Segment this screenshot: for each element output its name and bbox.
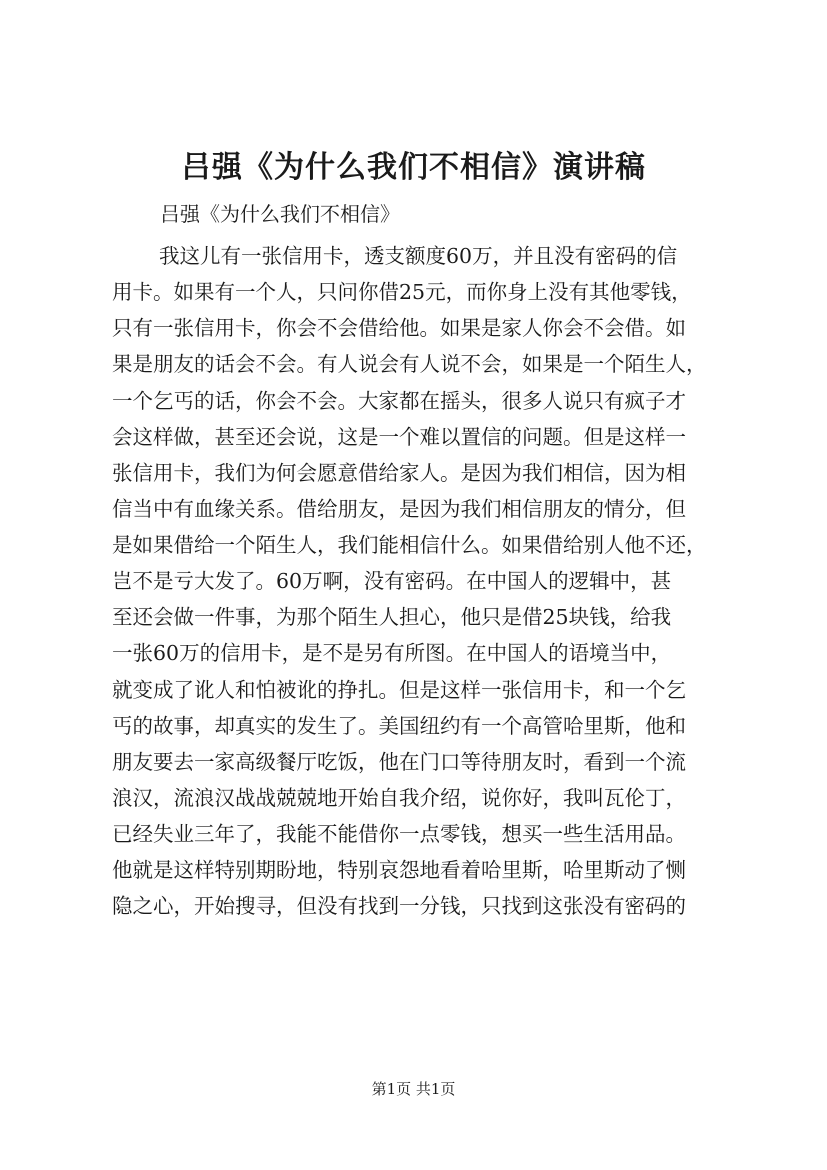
body-line: 信当中有血缘关系。借给朋友，是因为我们相信朋友的情分，但 [112,496,686,521]
body-line: 用卡。如果有一个人，只问你借25元，而你身上没有其他零钱， [112,280,692,305]
document-title: 吕强《为什么我们不相信》演讲稿 [181,150,646,185]
body-line: 至还会做一件事，为那个陌生人担心，他只是借25块钱，给我 [112,605,672,630]
body-line: 只有一张信用卡，你会不会借给他。如果是家人你会不会借。如 [112,316,686,341]
body-line: 丐的故事，却真实的发生了。美国纽约有一个高管哈里斯，他和 [112,713,686,738]
body-line: 会这样做，甚至还会说，这是一个难以置信的问题。但是这样一 [112,424,686,449]
body-line: 是如果借给一个陌生人，我们能相信什么。如果借给别人他不还， [112,533,707,557]
body-line: 岂不是亏大发了。60万啊，没有密码。在中国人的逻辑中，甚 [112,569,672,594]
document-body [112,238,752,924]
body-line: 张信用卡，我们为何会愿意借给家人。是因为我们相信，因为相 [112,460,686,485]
body-line: 朋友要去一家高级餐厅吃饭，他在门口等待朋友时，看到一个流 [112,749,686,774]
body-line: 果是朋友的话会不会。有人说会有人说不会，如果是一个陌生人， [112,352,707,377]
body-line: 浪汉，流浪汉战战兢兢地开始自我介绍，说你好，我叫瓦伦丁， [112,785,686,810]
document-subtitle: 吕强《为什么我们不相信》 [160,202,400,226]
body-line: 一张60万的信用卡，是不是另有所图。在中国人的语境当中， [112,641,672,666]
body-line: 他就是这样特别期盼地，特别哀怨地看着哈里斯，哈里斯动了恻 [112,858,686,883]
page-footer: 第1页 共1页 [371,1080,456,1098]
body-line: 已经失业三年了，我能不能借你一点零钱，想买一些生活用品。 [112,822,686,846]
body-line: 一个乞丐的话，你会不会。大家都在摇头，很多人说只有疯子才 [112,388,686,413]
body-line: 我这儿有一张信用卡，透支额度60万，并且没有密码的信 [159,244,678,268]
body-line: 就变成了讹人和怕被讹的挣扎。但是这样一张信用卡，和一个乞 [112,677,686,702]
body-line: 隐之心，开始搜寻，但没有找到一分钱，只找到这张没有密码的 [112,894,686,919]
